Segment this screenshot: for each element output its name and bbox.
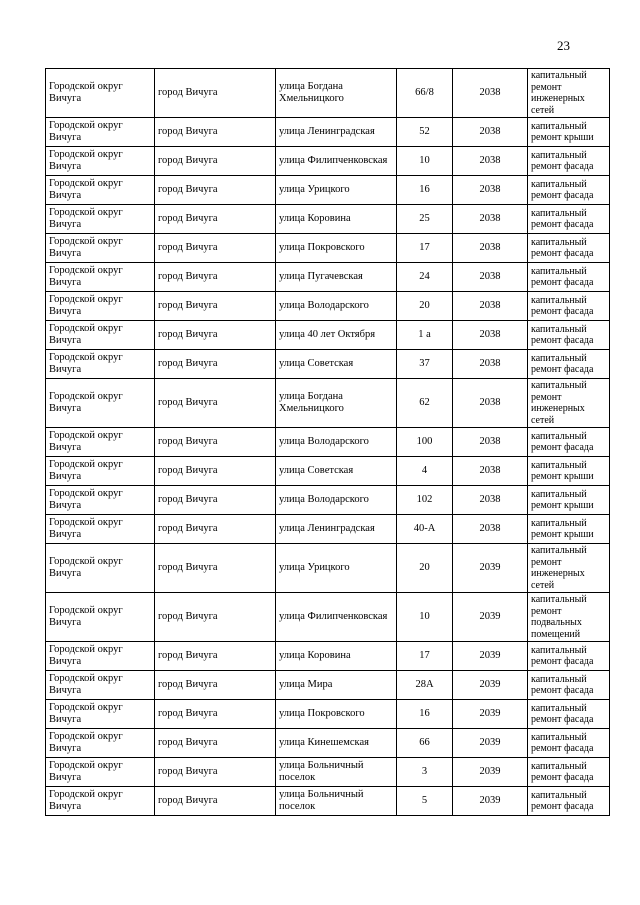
street-cell: улица Больничный поселок: [276, 787, 397, 816]
district-cell: Городской округ Вичуга: [46, 515, 155, 544]
district-cell: Городской округ Вичуга: [46, 176, 155, 205]
city-cell: город Вичуга: [155, 118, 276, 147]
house-number-cell: 28А: [397, 671, 453, 700]
table-row: [46, 263, 610, 292]
city-cell: город Вичуга: [155, 457, 276, 486]
district-cell: Городской округ Вичуга: [46, 457, 155, 486]
work-type-cell: капитальный ремонт фасада: [528, 729, 610, 758]
district-cell: Городской округ Вичуга: [46, 671, 155, 700]
city-cell: город Вичуга: [155, 700, 276, 729]
work-type-cell: капитальный ремонт крыши: [528, 515, 610, 544]
street-cell: улица Коровина: [276, 642, 397, 671]
table-row: [46, 787, 610, 816]
district-cell: Городской округ Вичуга: [46, 486, 155, 515]
year-cell: 2038: [453, 176, 528, 205]
year-cell: 2038: [453, 205, 528, 234]
city-cell: город Вичуга: [155, 787, 276, 816]
street-cell: улица Советская: [276, 350, 397, 379]
year-cell: 2038: [453, 321, 528, 350]
table-row: [46, 350, 610, 379]
table-row: [46, 642, 610, 671]
district-cell: Городской округ Вичуга: [46, 729, 155, 758]
work-type-cell: капитальный ремонт фасада: [528, 292, 610, 321]
street-cell: улица Урицкого: [276, 544, 397, 593]
table-row: [46, 515, 610, 544]
house-number-cell: 62: [397, 379, 453, 428]
table-row: [46, 147, 610, 176]
city-cell: город Вичуга: [155, 263, 276, 292]
house-number-cell: 100: [397, 428, 453, 457]
house-number-cell: 20: [397, 292, 453, 321]
house-number-cell: 3: [397, 758, 453, 787]
year-cell: 2039: [453, 758, 528, 787]
year-cell: 2038: [453, 428, 528, 457]
house-number-cell: 5: [397, 787, 453, 816]
district-cell: Городской округ Вичуга: [46, 593, 155, 642]
work-type-cell: капитальный ремонт фасада: [528, 321, 610, 350]
house-number-cell: 17: [397, 234, 453, 263]
work-type-cell: капитальный ремонт крыши: [528, 457, 610, 486]
year-cell: 2038: [453, 234, 528, 263]
street-cell: улица Ленинградская: [276, 118, 397, 147]
city-cell: город Вичуга: [155, 642, 276, 671]
city-cell: город Вичуга: [155, 69, 276, 118]
table-row: [46, 486, 610, 515]
year-cell: 2038: [453, 457, 528, 486]
street-cell: улица Кинешемская: [276, 729, 397, 758]
table-row: [46, 671, 610, 700]
city-cell: город Вичуга: [155, 515, 276, 544]
street-cell: улица Богдана Хмельницкого: [276, 69, 397, 118]
year-cell: 2039: [453, 787, 528, 816]
work-type-cell: капитальный ремонт фасада: [528, 147, 610, 176]
house-number-cell: 66/8: [397, 69, 453, 118]
table-row: [46, 700, 610, 729]
house-number-cell: 25: [397, 205, 453, 234]
page-number: 23: [557, 38, 570, 53]
house-number-cell: 40-А: [397, 515, 453, 544]
table-row: [46, 758, 610, 787]
year-cell: 2038: [453, 147, 528, 176]
street-cell: улица Ленинградская: [276, 515, 397, 544]
street-cell: улица Мира: [276, 671, 397, 700]
street-cell: улица Володарского: [276, 292, 397, 321]
house-number-cell: 66: [397, 729, 453, 758]
street-cell: улица Покровского: [276, 700, 397, 729]
year-cell: 2039: [453, 544, 528, 593]
work-type-cell: капитальный ремонт фасада: [528, 350, 610, 379]
district-cell: Городской округ Вичуга: [46, 379, 155, 428]
street-cell: улица Урицкого: [276, 176, 397, 205]
work-type-cell: капитальный ремонт инженерных сетей: [528, 379, 610, 428]
street-cell: улица 40 лет Октября: [276, 321, 397, 350]
district-cell: Городской округ Вичуга: [46, 700, 155, 729]
city-cell: город Вичуга: [155, 671, 276, 700]
work-type-cell: капитальный ремонт фасада: [528, 700, 610, 729]
year-cell: 2038: [453, 69, 528, 118]
table-row: [46, 729, 610, 758]
table-row: [46, 321, 610, 350]
district-cell: Городской округ Вичуга: [46, 205, 155, 234]
work-type-cell: капитальный ремонт фасада: [528, 176, 610, 205]
street-cell: улица Больничный поселок: [276, 758, 397, 787]
city-cell: город Вичуга: [155, 147, 276, 176]
table-row: [46, 176, 610, 205]
district-cell: Городской округ Вичуга: [46, 350, 155, 379]
street-cell: улица Пугачевская: [276, 263, 397, 292]
housing-repair-table: [45, 68, 610, 816]
city-cell: город Вичуга: [155, 205, 276, 234]
table-row: [46, 544, 610, 593]
house-number-cell: 37: [397, 350, 453, 379]
house-number-cell: 10: [397, 593, 453, 642]
house-number-cell: 102: [397, 486, 453, 515]
district-cell: Городской округ Вичуга: [46, 147, 155, 176]
year-cell: 2038: [453, 350, 528, 379]
table-row: [46, 593, 610, 642]
city-cell: город Вичуга: [155, 593, 276, 642]
street-cell: улица Покровского: [276, 234, 397, 263]
work-type-cell: капитальный ремонт инженерных сетей: [528, 69, 610, 118]
house-number-cell: 20: [397, 544, 453, 593]
work-type-cell: капитальный ремонт фасада: [528, 642, 610, 671]
year-cell: 2039: [453, 642, 528, 671]
year-cell: 2039: [453, 593, 528, 642]
year-cell: 2038: [453, 486, 528, 515]
district-cell: Городской округ Вичуга: [46, 758, 155, 787]
city-cell: город Вичуга: [155, 544, 276, 593]
city-cell: город Вичуга: [155, 379, 276, 428]
year-cell: 2039: [453, 671, 528, 700]
city-cell: город Вичуга: [155, 350, 276, 379]
city-cell: город Вичуга: [155, 176, 276, 205]
street-cell: улица Володарского: [276, 428, 397, 457]
year-cell: 2038: [453, 292, 528, 321]
work-type-cell: капитальный ремонт подвальных помещений: [528, 593, 610, 642]
district-cell: Городской округ Вичуга: [46, 234, 155, 263]
street-cell: улица Филипченковская: [276, 593, 397, 642]
house-number-cell: 16: [397, 176, 453, 205]
street-cell: улица Володарского: [276, 486, 397, 515]
work-type-cell: капитальный ремонт крыши: [528, 486, 610, 515]
year-cell: 2038: [453, 515, 528, 544]
work-type-cell: капитальный ремонт инженерных сетей: [528, 544, 610, 593]
work-type-cell: капитальный ремонт фасада: [528, 671, 610, 700]
house-number-cell: 10: [397, 147, 453, 176]
street-cell: улица Филипченковская: [276, 147, 397, 176]
house-number-cell: 52: [397, 118, 453, 147]
district-cell: Городской округ Вичуга: [46, 544, 155, 593]
district-cell: Городской округ Вичуга: [46, 787, 155, 816]
year-cell: 2039: [453, 729, 528, 758]
work-type-cell: капитальный ремонт фасада: [528, 205, 610, 234]
table-row: [46, 457, 610, 486]
house-number-cell: 1 а: [397, 321, 453, 350]
work-type-cell: капитальный ремонт фасада: [528, 758, 610, 787]
district-cell: Городской округ Вичуга: [46, 263, 155, 292]
work-type-cell: капитальный ремонт крыши: [528, 118, 610, 147]
table-row: [46, 379, 610, 428]
district-cell: Городской округ Вичуга: [46, 321, 155, 350]
city-cell: город Вичуга: [155, 321, 276, 350]
work-type-cell: капитальный ремонт фасада: [528, 428, 610, 457]
house-number-cell: 17: [397, 642, 453, 671]
city-cell: город Вичуга: [155, 292, 276, 321]
table-row: [46, 292, 610, 321]
table-row: [46, 118, 610, 147]
city-cell: город Вичуга: [155, 758, 276, 787]
work-type-cell: капитальный ремонт фасада: [528, 787, 610, 816]
city-cell: город Вичуга: [155, 234, 276, 263]
work-type-cell: капитальный ремонт фасада: [528, 234, 610, 263]
city-cell: город Вичуга: [155, 729, 276, 758]
district-cell: Городской округ Вичуга: [46, 428, 155, 457]
house-number-cell: 24: [397, 263, 453, 292]
year-cell: 2039: [453, 700, 528, 729]
year-cell: 2038: [453, 263, 528, 292]
city-cell: город Вичуга: [155, 486, 276, 515]
house-number-cell: 4: [397, 457, 453, 486]
street-cell: улица Советская: [276, 457, 397, 486]
district-cell: Городской округ Вичуга: [46, 69, 155, 118]
city-cell: город Вичуга: [155, 428, 276, 457]
table-row: [46, 205, 610, 234]
district-cell: Городской округ Вичуга: [46, 292, 155, 321]
street-cell: улица Богдана Хмельницкого: [276, 379, 397, 428]
district-cell: Городской округ Вичуга: [46, 118, 155, 147]
year-cell: 2038: [453, 118, 528, 147]
work-type-cell: капитальный ремонт фасада: [528, 263, 610, 292]
table-row: [46, 234, 610, 263]
district-cell: Городской округ Вичуга: [46, 642, 155, 671]
year-cell: 2038: [453, 379, 528, 428]
table-row: [46, 69, 610, 118]
table-row: [46, 428, 610, 457]
street-cell: улица Коровина: [276, 205, 397, 234]
house-number-cell: 16: [397, 700, 453, 729]
